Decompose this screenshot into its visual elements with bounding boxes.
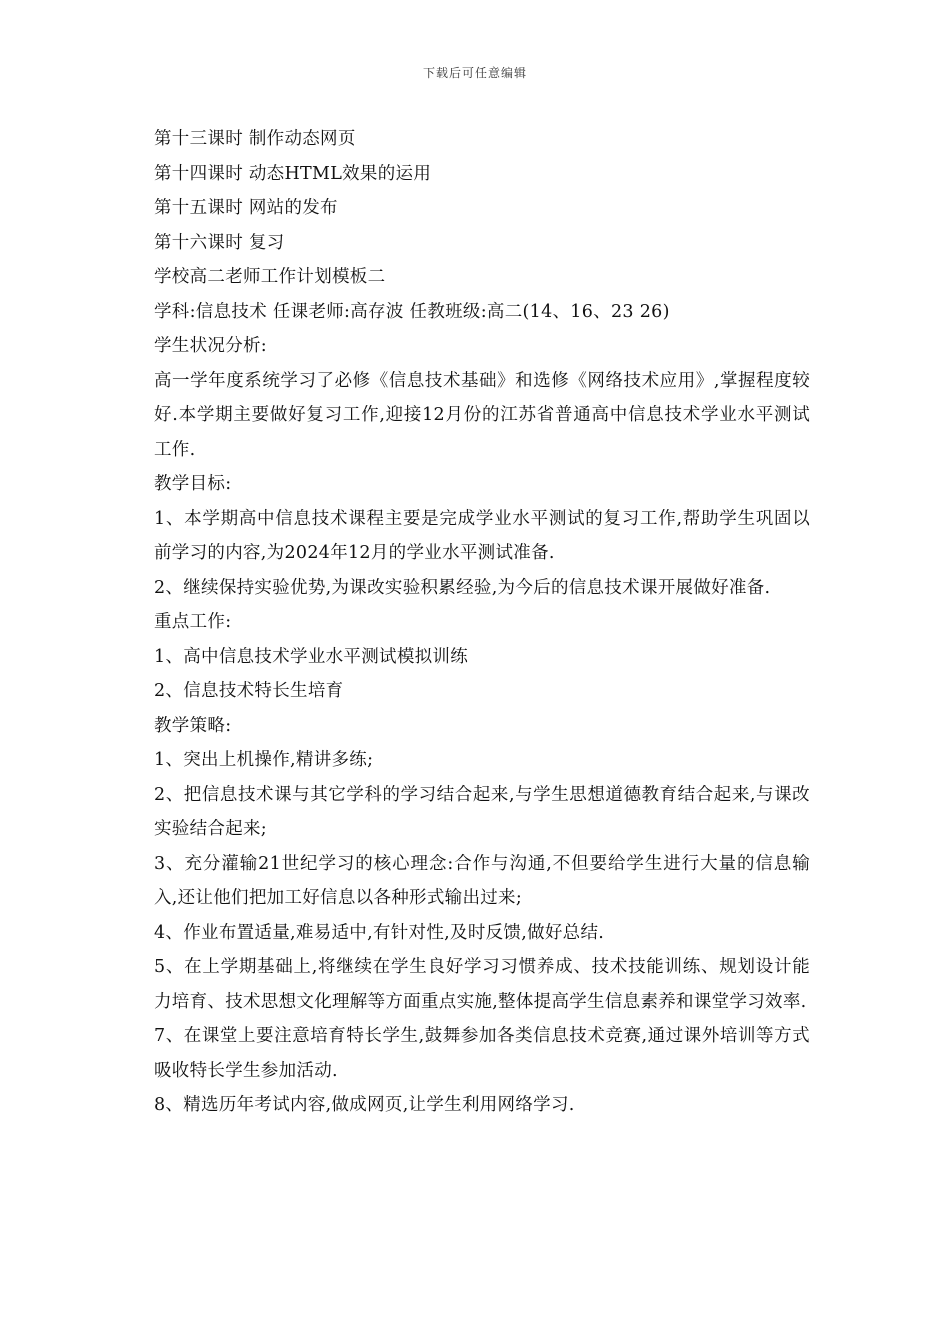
teaching-strategy-heading: 教学策略: (154, 715, 232, 736)
lesson-14: 第十四课时 动态HTML效果的运用 (154, 163, 432, 184)
strategy-item-2: 2、把信息技术课与其它学科的学习结合起来,与学生思想道德教育结合起来,与课改实验结合起来; (154, 784, 810, 839)
lesson-15: 第十五课时 网站的发布 (154, 198, 338, 218)
strategy-item-3: 3、充分灌输21世纪学习的核心理念:合作与沟通,不但要给学生进行大量的信息输入,还让他们把加工好信息以各种形式输出过来; (154, 853, 810, 908)
strategy-item-5: 5、在上学期基础上,将继续在学生良好学习习惯养成、技术技能训练、规划设计能力培育、技术思想文化理解等方面重点实施,整体提高学生信息素养和课堂学习效率. (154, 957, 810, 1012)
goal-item-2: 2、继续保持实验优势,为课改实验积累经验,为今后的信息技术课开展做好准备. (154, 577, 771, 598)
teaching-goals-heading: 教学目标: (154, 474, 232, 494)
document-body (145, 122, 810, 1123)
key-work-heading: 重点工作: (154, 612, 232, 632)
goal-item-1: 1、本学期高中信息技术课程主要是完成学业水平测试的复习工作,帮助学生巩固以前学习的内容,为2024年12月的学业水平测试准备. (154, 508, 810, 563)
plan-title: 学校高二老师工作计划模板二 (154, 267, 386, 287)
strategy-item-1: 1、突出上机操作,精讲多练; (154, 750, 374, 770)
strategy-item-8: 8、精选历年考试内容,做成网页,让学生利用网络学习. (154, 1095, 575, 1115)
lesson-13: 第十三课时 制作动态网页 (154, 129, 356, 149)
lesson-16: 第十六课时 复习 (154, 232, 285, 253)
student-analysis-heading: 学生状况分析: (154, 336, 267, 356)
key-work-item-1: 1、高中信息技术学业水平测试模拟训练 (154, 646, 469, 667)
subject-info: 学科:信息技术 任课老师:高存波 任教班级:高二(14、16、23 26) (154, 301, 670, 322)
student-analysis-text: 高一学年度系统学习了必修《信息技术基础》和选修《网络技术应用》,掌握程度较好.本学期主要做好复习工作,迎接12月份的江苏省普通高中信息技术学业水平测试工作. (154, 370, 810, 460)
page-header-note: 下载后可任意编辑 (422, 66, 527, 80)
strategy-item-4: 4、作业布置适量,难易适中,有针对性,及时反馈,做好总结. (154, 922, 605, 943)
strategy-item-7: 7、在课堂上要注意培育特长学生,鼓舞参加各类信息技术竞赛,通过课外培训等方式吸收特长学生参加活动. (154, 1026, 810, 1081)
key-work-item-2: 2、信息技术特长生培育 (154, 681, 344, 701)
